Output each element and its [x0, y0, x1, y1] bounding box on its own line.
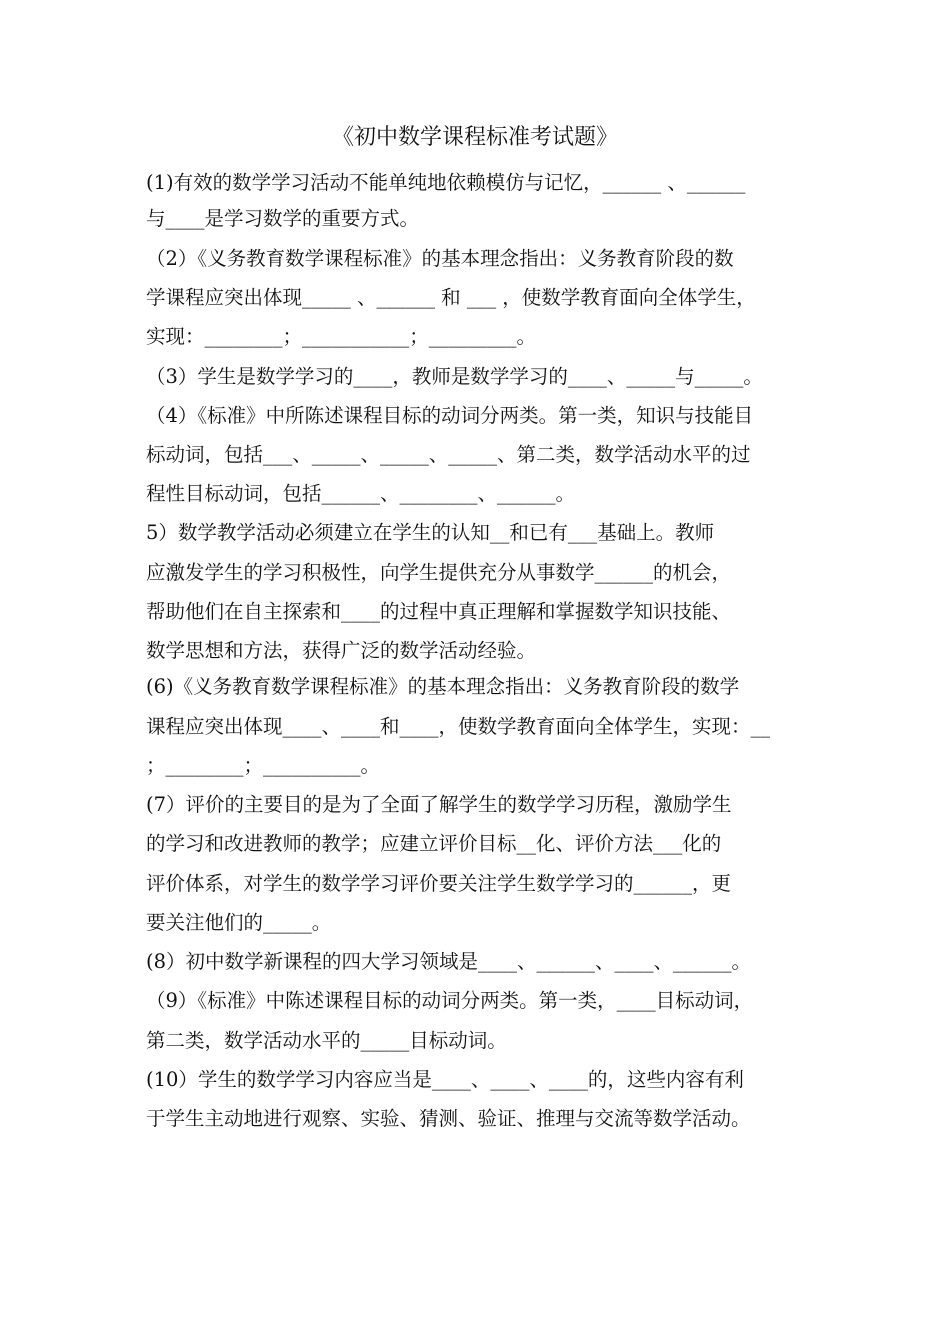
text-line: 课程应突出体现____、____和____，使数学教育面向全体学生，实现：__ — [146, 715, 771, 738]
text-line: （2）《义务教育数学课程标准》的基本理念指出：义务教育阶段的数 — [146, 247, 734, 270]
text-line: 学课程应突出体现_____ 、______ 和 ___ ，使数学教育面向全体学生， — [146, 286, 756, 309]
text-line: （4）《标准》中所陈述课程目标的动词分两类。第一类，知识与技能目 — [146, 404, 754, 427]
text-line: 实现：________；___________；_________。 — [146, 325, 537, 348]
text-line: 数学思想和方法，获得广泛的数学活动经验。 — [146, 639, 537, 662]
text-line: 第二类，数学活动水平的_____目标动词。 — [146, 1029, 507, 1052]
text-line: 于学生主动地进行观察、实验、猜测、验证、推理与交流等数学活动。 — [146, 1107, 751, 1130]
text-line: ；________；__________。 — [146, 754, 381, 777]
text-line: 5）数学教学活动必须建立在学生的认知__和已有___基础上。教师 — [146, 521, 715, 544]
text-line: 与____是学习数学的重要方式。 — [146, 207, 420, 230]
text-line: (8）初中数学新课程的四大学习领域是____、______、____、______。 — [146, 950, 752, 973]
text-line: (6)《义务教育数学课程标准》的基本理念指出：义务教育阶段的数学 — [146, 675, 740, 698]
text-line: 应激发学生的学习积极性，向学生提供充分从事数学______的机会， — [146, 561, 732, 584]
text-line: (7）评价的主要目的是为了全面了解学生的数学学习历程，激励学生 — [146, 793, 732, 816]
text-line: （9）《标准》中陈述课程目标的动词分两类。第一类，____目标动词， — [146, 989, 754, 1012]
text-line: 的学习和改进教师的教学；应建立评价目标__化、评价方法___化的 — [146, 832, 722, 855]
text-line: 评价体系，对学生的数学学习评价要关注学生数学学习的______，更 — [146, 872, 732, 895]
text-line: （3）学生是数学学习的____，教师是数学学习的____、_____与_____。 — [146, 365, 763, 388]
text-line: 帮助他们在自主探索和____的过程中真正理解和掌握数学知识技能、 — [146, 600, 732, 623]
text-line: 程性目标动词，包括______、________、______。 — [146, 482, 576, 505]
text-line: (1)有效的数学学习活动不能单纯地依赖模仿与记忆，______ 、______ — [146, 171, 746, 194]
text-line: (10）学生的数学学习内容应当是____、____、____的，这些内容有利 — [146, 1068, 744, 1091]
document-title: 《初中数学课程标准考试题》 — [331, 125, 618, 150]
text-line: 标动词，包括___、_____、_____、_____、第二类，数学活动水平的过 — [146, 443, 751, 466]
text-line: 要关注他们的_____。 — [146, 911, 332, 934]
